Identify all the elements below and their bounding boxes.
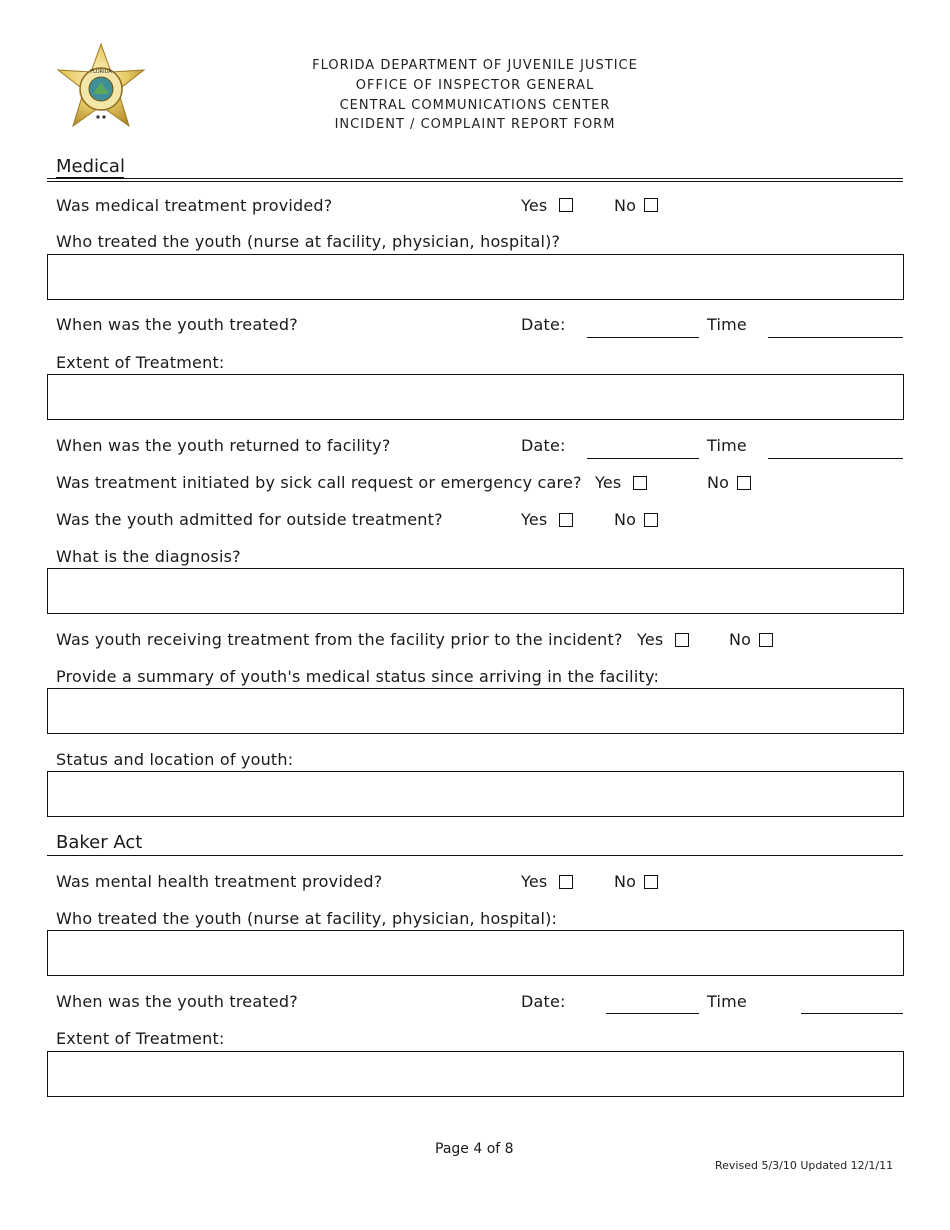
who-treated-input[interactable] bbox=[47, 254, 904, 300]
header-line-1: FLORIDA DEPARTMENT OF JUVENILE JUSTICE bbox=[312, 58, 638, 73]
prior-treatment-no-checkbox[interactable] bbox=[759, 633, 773, 647]
baker-treated-time-field[interactable] bbox=[801, 1013, 903, 1014]
question-when-treated: When was the youth treated? bbox=[56, 315, 298, 334]
baker-extent-input[interactable] bbox=[47, 1051, 904, 1097]
yes-label: Yes bbox=[521, 510, 548, 529]
page-number: Page 4 of 8 bbox=[435, 1141, 514, 1157]
admitted-yes-checkbox[interactable] bbox=[559, 513, 573, 527]
treated-date-field[interactable] bbox=[587, 337, 699, 338]
treatment-provided-yes-checkbox[interactable] bbox=[559, 198, 573, 212]
header-line-3: CENTRAL COMMUNICATIONS CENTER bbox=[339, 98, 611, 113]
date-label: Date: bbox=[521, 315, 566, 334]
no-label: No bbox=[614, 510, 637, 529]
question-baker-extent: Extent of Treatment: bbox=[56, 1029, 225, 1048]
section-rule bbox=[47, 855, 903, 856]
question-baker-when-treated: When was the youth treated? bbox=[56, 992, 298, 1011]
no-label: No bbox=[707, 473, 730, 492]
mental-health-yes-checkbox[interactable] bbox=[559, 875, 573, 889]
initiated-yes-checkbox[interactable] bbox=[633, 476, 647, 490]
no-label: No bbox=[729, 630, 752, 649]
question-status-location: Status and location of youth: bbox=[56, 750, 294, 769]
no-label: No bbox=[614, 196, 637, 215]
initiated-no-checkbox[interactable] bbox=[737, 476, 751, 490]
treated-time-field[interactable] bbox=[768, 337, 903, 338]
date-label: Date: bbox=[521, 992, 566, 1011]
status-location-input[interactable] bbox=[47, 771, 904, 817]
question-who-treated: Who treated the youth (nurse at facility, physician, hospital)? bbox=[56, 232, 561, 251]
returned-date-field[interactable] bbox=[587, 458, 699, 459]
prior-treatment-yes-checkbox[interactable] bbox=[675, 633, 689, 647]
yes-label: Yes bbox=[521, 872, 548, 891]
section-rule bbox=[47, 181, 903, 182]
time-label: Time bbox=[707, 992, 747, 1011]
extent-treatment-input[interactable] bbox=[47, 374, 904, 420]
header-line-4: INCIDENT / COMPLAINT REPORT FORM bbox=[334, 117, 616, 132]
header-line-2: OFFICE OF INSPECTOR GENERAL bbox=[355, 78, 595, 93]
section-heading-baker-act: Baker Act bbox=[56, 832, 143, 853]
time-label: Time bbox=[707, 315, 747, 334]
dept-badge-logo bbox=[53, 42, 149, 134]
question-extent: Extent of Treatment: bbox=[56, 353, 225, 372]
no-label: No bbox=[614, 872, 637, 891]
section-heading-medical: Medical bbox=[56, 156, 125, 177]
section-rule bbox=[47, 178, 903, 179]
badge-top-text: FLORIDA bbox=[90, 69, 112, 75]
medical-summary-input[interactable] bbox=[47, 688, 904, 734]
diagnosis-input[interactable] bbox=[47, 568, 904, 614]
question-diagnosis: What is the diagnosis? bbox=[56, 547, 241, 566]
question-summary: Provide a summary of youth's medical status since arriving in the facility: bbox=[56, 667, 660, 686]
question-treatment-provided: Was medical treatment provided? bbox=[56, 196, 333, 215]
time-label: Time bbox=[707, 436, 747, 455]
revision-note: Revised 5/3/10 Updated 12/1/11 bbox=[715, 1159, 894, 1172]
question-mental-health: Was mental health treatment provided? bbox=[56, 872, 383, 891]
returned-time-field[interactable] bbox=[768, 458, 903, 459]
yes-label: Yes bbox=[595, 473, 622, 492]
baker-treated-date-field[interactable] bbox=[606, 1013, 699, 1014]
date-label: Date: bbox=[521, 436, 566, 455]
question-prior-treatment: Was youth receiving treatment from the facility prior to the incident? bbox=[56, 630, 623, 649]
baker-who-treated-input[interactable] bbox=[47, 930, 904, 976]
admitted-no-checkbox[interactable] bbox=[644, 513, 658, 527]
question-returned: When was the youth returned to facility? bbox=[56, 436, 391, 455]
mental-health-no-checkbox[interactable] bbox=[644, 875, 658, 889]
treatment-provided-no-checkbox[interactable] bbox=[644, 198, 658, 212]
question-baker-who-treated: Who treated the youth (nurse at facility, physician, hospital): bbox=[56, 909, 558, 928]
yes-label: Yes bbox=[637, 630, 664, 649]
question-initiated: Was treatment initiated by sick call request or emergency care? bbox=[56, 473, 582, 492]
question-admitted: Was the youth admitted for outside treatment? bbox=[56, 510, 443, 529]
yes-label: Yes bbox=[521, 196, 548, 215]
